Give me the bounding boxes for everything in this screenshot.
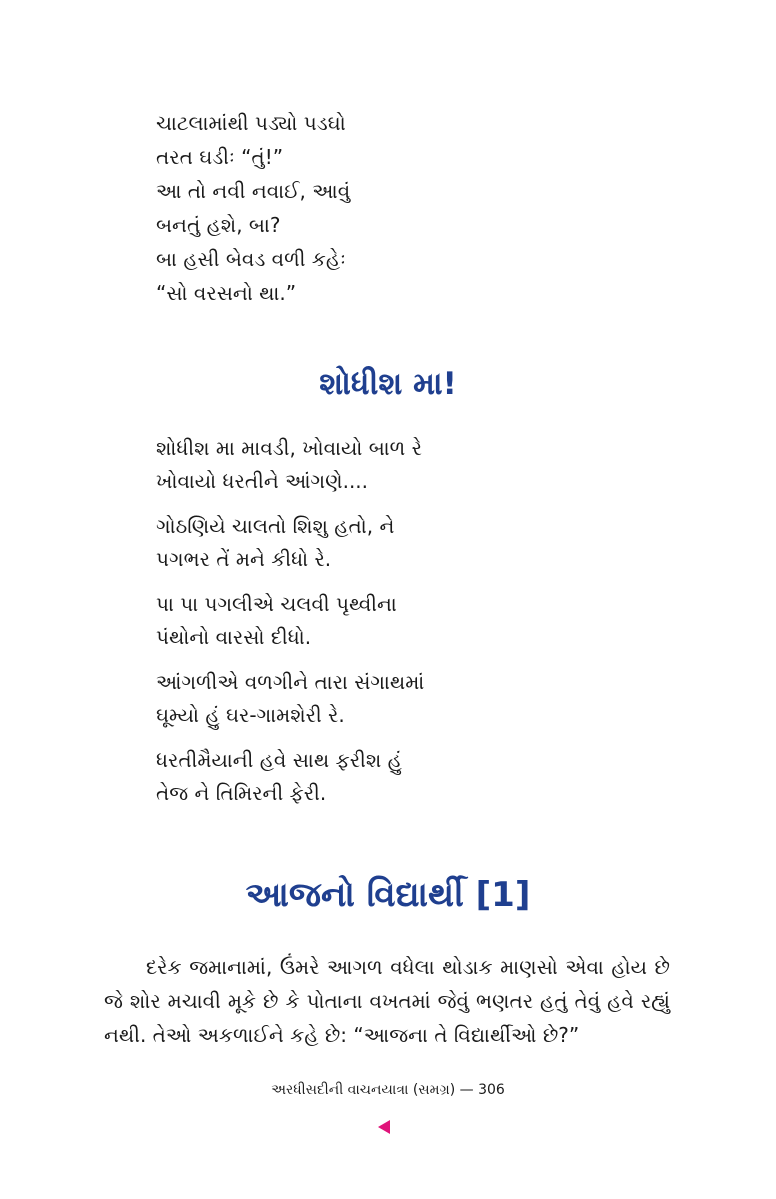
poem-line: પંથોનો વારસો દીધો. bbox=[156, 625, 312, 649]
poem-line: “સો વરસનો થા.” bbox=[156, 281, 297, 305]
poem-stanza bbox=[156, 666, 424, 732]
poem-line: શોધીશ મા માવડી, ખોવાયો બાળ રે bbox=[156, 436, 422, 460]
poem-line: તેજ ને તિમિરની ફેરી. bbox=[156, 781, 327, 805]
poem-line: ગોઠણિયે ચાલતો શિશુ હતો, ને bbox=[156, 514, 395, 538]
poem-line: ચાટલામાંથી પડ્યો પડઘો bbox=[156, 111, 346, 135]
poem-title: શોધીશ મા! bbox=[319, 366, 457, 402]
poem-top bbox=[156, 106, 350, 310]
essay-paragraph: દરેક જમાનામાં, ઉંમરે આગળ વધેલા થોડાક માણસો એવા હોય છે જે શોર મચાવી મૂકે છે કે પોતાના વખતમાં જેવું ભણતર હતું તેવું હવે રહ્યું નથી. તેઓ અકળાઈને કહે છે: “આજના તે વિદ્યાર્થીઓ છે?” bbox=[104, 955, 670, 1047]
poem-line: ધરતીમૈયાની હવે સાથ ફરીશ હું bbox=[156, 748, 402, 772]
poem-line: બનતું હશે, બા? bbox=[156, 213, 281, 237]
poem-stanza bbox=[156, 588, 424, 654]
poem-line: ખોવાયો ધરતીને આંગણે.... bbox=[156, 469, 369, 493]
poem-line: તરત ઘડીઃ “તું!” bbox=[156, 145, 284, 169]
poem-line: ઘૂમ્યો હું ઘર-ગામશેરી રે. bbox=[156, 703, 345, 727]
poem-line: પા પા પગલીએ ચલવી પૃથ્વીના bbox=[156, 592, 397, 616]
poem-stanza bbox=[156, 432, 424, 498]
poem-line: બા હસી બેવડ વળી કહેઃ bbox=[156, 247, 346, 271]
poem-line: આ તો નવી નવાઈ, આવું bbox=[156, 179, 351, 203]
essay-title: આજનો વિદ્યાર્થી [1] bbox=[245, 875, 531, 915]
poem-line: પગભર તેં મને કીધો રે. bbox=[156, 547, 332, 571]
poem-body bbox=[156, 432, 424, 822]
poem-stanza bbox=[156, 510, 424, 576]
previous-page-arrow-icon[interactable] bbox=[378, 1120, 390, 1134]
page-footer: અરધીસદીની વાચનયાત્રા (સમગ્ર) — 306 bbox=[271, 1082, 505, 1098]
poem-stanza bbox=[156, 744, 424, 810]
poem-line: આંગળીએ વળગીને તારા સંગાથમાં bbox=[156, 670, 425, 694]
